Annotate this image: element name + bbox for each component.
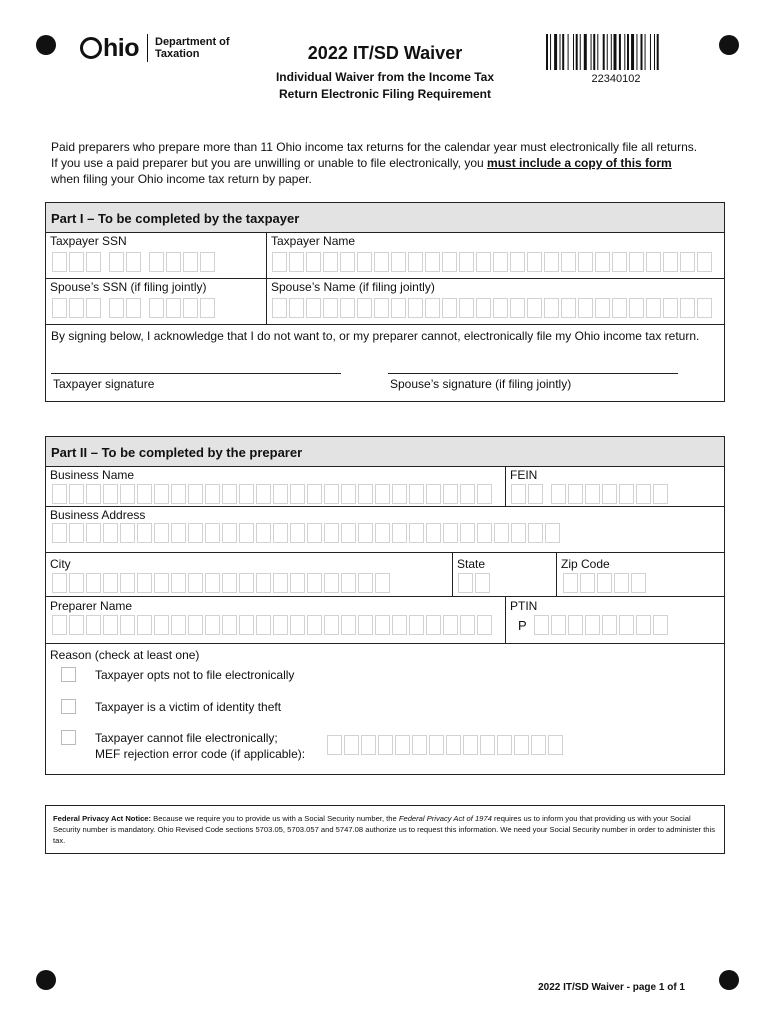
char-box[interactable] bbox=[273, 484, 288, 504]
char-box[interactable] bbox=[120, 484, 135, 504]
char-box[interactable] bbox=[222, 573, 237, 593]
char-box[interactable] bbox=[273, 615, 288, 635]
char-box[interactable] bbox=[480, 735, 495, 755]
part-2-section bbox=[45, 436, 725, 775]
char-box[interactable] bbox=[188, 523, 203, 543]
char-box[interactable] bbox=[188, 484, 203, 504]
char-box[interactable] bbox=[426, 615, 441, 635]
char-box[interactable] bbox=[497, 735, 512, 755]
char-box[interactable] bbox=[614, 573, 629, 593]
char-box[interactable] bbox=[443, 615, 458, 635]
char-box[interactable] bbox=[307, 484, 322, 504]
char-box[interactable] bbox=[103, 484, 118, 504]
signature-row bbox=[46, 325, 724, 401]
char-box[interactable] bbox=[511, 523, 526, 543]
char-box[interactable] bbox=[544, 252, 559, 272]
char-box[interactable] bbox=[52, 298, 67, 318]
zip-code-label: Zip Code bbox=[561, 557, 610, 571]
registration-mark-top-left bbox=[36, 35, 56, 55]
part-2-heading: Part II – To be completed by the preparer bbox=[46, 437, 724, 467]
char-box[interactable] bbox=[458, 573, 473, 593]
char-box[interactable] bbox=[166, 298, 181, 318]
ohio-logo bbox=[80, 34, 230, 62]
taxpayer-ssn-input[interactable] bbox=[52, 252, 217, 272]
char-box[interactable] bbox=[256, 484, 271, 504]
char-box[interactable] bbox=[86, 615, 101, 635]
reason-identity-theft-label: Taxpayer is a victim of identity theft bbox=[95, 700, 282, 714]
char-box[interactable] bbox=[109, 252, 124, 272]
taxpayer-row bbox=[46, 233, 724, 279]
char-box[interactable] bbox=[200, 252, 215, 272]
char-box[interactable] bbox=[612, 298, 627, 318]
char-box[interactable] bbox=[306, 298, 321, 318]
char-box[interactable] bbox=[459, 298, 474, 318]
char-box[interactable] bbox=[52, 252, 67, 272]
city-input[interactable] bbox=[52, 573, 392, 593]
logo-department: Department of Taxation bbox=[155, 36, 230, 60]
char-box[interactable] bbox=[290, 573, 305, 593]
char-box[interactable] bbox=[568, 615, 583, 635]
char-box[interactable] bbox=[408, 252, 423, 272]
business-name-row bbox=[46, 467, 724, 507]
char-box[interactable] bbox=[446, 735, 461, 755]
char-box[interactable] bbox=[374, 298, 389, 318]
char-box[interactable] bbox=[171, 573, 186, 593]
fein-input[interactable] bbox=[511, 484, 670, 504]
char-box[interactable] bbox=[476, 252, 491, 272]
char-box[interactable] bbox=[653, 615, 668, 635]
char-box[interactable] bbox=[341, 484, 356, 504]
spouse-signature-label: Spouse’s signature (if filing jointly) bbox=[390, 377, 572, 391]
char-box[interactable] bbox=[697, 298, 712, 318]
reason-row bbox=[46, 644, 724, 773]
char-box[interactable] bbox=[412, 735, 427, 755]
char-box[interactable] bbox=[443, 484, 458, 504]
char-box[interactable] bbox=[188, 573, 203, 593]
char-box[interactable] bbox=[646, 298, 661, 318]
char-box[interactable] bbox=[137, 484, 152, 504]
char-box[interactable] bbox=[86, 523, 101, 543]
reason-opts-out-checkbox[interactable] bbox=[61, 667, 76, 682]
char-box[interactable] bbox=[563, 573, 578, 593]
char-box[interactable] bbox=[120, 615, 135, 635]
char-box[interactable] bbox=[222, 615, 237, 635]
char-box[interactable] bbox=[256, 573, 271, 593]
char-box[interactable] bbox=[378, 735, 393, 755]
char-box[interactable] bbox=[103, 523, 118, 543]
ptin-input[interactable] bbox=[534, 615, 670, 635]
char-box[interactable] bbox=[358, 484, 373, 504]
char-box[interactable] bbox=[375, 573, 390, 593]
char-box[interactable] bbox=[205, 573, 220, 593]
char-box[interactable] bbox=[619, 615, 634, 635]
spouse-name-label: Spouse’s Name (if filing jointly) bbox=[271, 280, 435, 294]
declaration-text: By signing below, I acknowledge that I do not want to, or my preparer cannot, electronically file my Ohio income tax return. bbox=[51, 329, 700, 343]
form-subtitle: Individual Waiver from the Income Tax Return Electronic Filing Requirement bbox=[275, 70, 495, 101]
char-box[interactable] bbox=[602, 484, 617, 504]
char-box[interactable] bbox=[69, 484, 84, 504]
char-box[interactable] bbox=[183, 252, 198, 272]
char-box[interactable] bbox=[561, 298, 576, 318]
char-box[interactable] bbox=[595, 252, 610, 272]
char-box[interactable] bbox=[137, 523, 152, 543]
char-box[interactable] bbox=[239, 573, 254, 593]
char-box[interactable] bbox=[272, 252, 287, 272]
char-box[interactable] bbox=[222, 484, 237, 504]
char-box[interactable] bbox=[511, 484, 526, 504]
char-box[interactable] bbox=[442, 298, 457, 318]
char-box[interactable] bbox=[239, 484, 254, 504]
char-box[interactable] bbox=[493, 298, 508, 318]
char-box[interactable] bbox=[324, 573, 339, 593]
char-box[interactable] bbox=[306, 252, 321, 272]
reason-cannot-file-checkbox[interactable] bbox=[61, 730, 76, 745]
char-box[interactable] bbox=[429, 735, 444, 755]
logo-divider bbox=[147, 34, 148, 62]
char-box[interactable] bbox=[341, 523, 356, 543]
char-box[interactable] bbox=[663, 252, 678, 272]
fein-label: FEIN bbox=[510, 468, 538, 482]
char-box[interactable] bbox=[200, 298, 215, 318]
char-box[interactable] bbox=[391, 252, 406, 272]
char-box[interactable] bbox=[595, 298, 610, 318]
char-box[interactable] bbox=[341, 573, 356, 593]
business-name-label: Business Name bbox=[50, 468, 135, 482]
char-box[interactable] bbox=[578, 252, 593, 272]
char-box[interactable] bbox=[392, 615, 407, 635]
char-box[interactable] bbox=[361, 735, 376, 755]
char-box[interactable] bbox=[171, 523, 186, 543]
char-box[interactable] bbox=[531, 735, 546, 755]
char-box[interactable] bbox=[460, 615, 475, 635]
page-footer: 2022 IT/SD Waiver - page 1 of 1 bbox=[538, 982, 685, 993]
char-box[interactable] bbox=[307, 523, 322, 543]
char-box[interactable] bbox=[86, 298, 101, 318]
char-box[interactable] bbox=[580, 573, 595, 593]
char-box[interactable] bbox=[103, 615, 118, 635]
char-box[interactable] bbox=[341, 615, 356, 635]
char-box[interactable] bbox=[137, 573, 152, 593]
char-box[interactable] bbox=[307, 615, 322, 635]
char-box[interactable] bbox=[476, 298, 491, 318]
char-box[interactable] bbox=[636, 615, 651, 635]
char-box[interactable] bbox=[463, 735, 478, 755]
char-box[interactable] bbox=[653, 484, 668, 504]
char-box[interactable] bbox=[585, 615, 600, 635]
char-box[interactable] bbox=[290, 615, 305, 635]
char-box[interactable] bbox=[409, 615, 424, 635]
char-box[interactable] bbox=[425, 252, 440, 272]
char-box[interactable] bbox=[374, 252, 389, 272]
intro-paragraph: Paid preparers who prepare more than 11 Ohio income tax returns for the calendar year must electronically file all returns. If you use a paid preparer but you are unwilling or unable to file electronically, you must include a copy of this form when filing your Ohio income tax return by paper. bbox=[51, 140, 698, 186]
char-box[interactable] bbox=[86, 252, 101, 272]
char-box[interactable] bbox=[459, 252, 474, 272]
char-box[interactable] bbox=[205, 615, 220, 635]
char-box[interactable] bbox=[327, 735, 342, 755]
business-name-input[interactable] bbox=[52, 484, 494, 504]
char-box[interactable] bbox=[86, 573, 101, 593]
char-box[interactable] bbox=[528, 523, 543, 543]
part-1-heading: Part I – To be completed by the taxpayer bbox=[46, 203, 724, 233]
preparer-name-label: Preparer Name bbox=[50, 599, 133, 613]
spouse-ssn-label: Spouse’s SSN (if filing jointly) bbox=[50, 280, 207, 294]
char-box[interactable] bbox=[631, 573, 646, 593]
char-box[interactable] bbox=[375, 615, 390, 635]
char-box[interactable] bbox=[510, 252, 525, 272]
char-box[interactable] bbox=[256, 615, 271, 635]
char-box[interactable] bbox=[494, 523, 509, 543]
char-box[interactable] bbox=[205, 484, 220, 504]
char-box[interactable] bbox=[188, 615, 203, 635]
char-box[interactable] bbox=[273, 523, 288, 543]
char-box[interactable] bbox=[475, 573, 490, 593]
char-box[interactable] bbox=[256, 523, 271, 543]
must-include-emphasis: must include a copy of this form bbox=[487, 156, 672, 170]
char-box[interactable] bbox=[585, 484, 600, 504]
char-box[interactable] bbox=[126, 252, 141, 272]
char-box[interactable] bbox=[548, 735, 563, 755]
char-box[interactable] bbox=[527, 298, 542, 318]
taxpayer-signature-label: Taxpayer signature bbox=[53, 377, 155, 391]
char-box[interactable] bbox=[86, 484, 101, 504]
char-box[interactable] bbox=[290, 523, 305, 543]
char-box[interactable] bbox=[443, 523, 458, 543]
state-label: State bbox=[457, 557, 486, 571]
city-label: City bbox=[50, 557, 71, 571]
taxpayer-name-label: Taxpayer Name bbox=[271, 234, 356, 248]
state-input[interactable] bbox=[458, 573, 492, 593]
spouse-row bbox=[46, 279, 724, 325]
char-box[interactable] bbox=[493, 252, 508, 272]
char-box[interactable] bbox=[137, 615, 152, 635]
char-box[interactable] bbox=[289, 298, 304, 318]
char-box[interactable] bbox=[409, 484, 424, 504]
char-box[interactable] bbox=[510, 298, 525, 318]
char-box[interactable] bbox=[307, 573, 322, 593]
char-box[interactable] bbox=[680, 298, 695, 318]
char-box[interactable] bbox=[324, 523, 339, 543]
reason-cannot-file-label: Taxpayer cannot file electronically; MEF rejection error code (if applicable): bbox=[95, 731, 306, 761]
business-address-row bbox=[46, 507, 724, 553]
char-box[interactable] bbox=[120, 523, 135, 543]
char-box[interactable] bbox=[358, 523, 373, 543]
ptin-prefix: P bbox=[518, 618, 527, 633]
logo-wordmark: hio bbox=[80, 36, 139, 61]
char-box[interactable] bbox=[375, 523, 390, 543]
char-box[interactable] bbox=[171, 484, 186, 504]
char-box[interactable] bbox=[52, 484, 67, 504]
char-box[interactable] bbox=[636, 484, 651, 504]
char-box[interactable] bbox=[69, 523, 84, 543]
char-box[interactable] bbox=[392, 484, 407, 504]
char-box[interactable] bbox=[551, 615, 566, 635]
char-box[interactable] bbox=[545, 523, 560, 543]
char-box[interactable] bbox=[602, 615, 617, 635]
char-box[interactable] bbox=[460, 523, 475, 543]
char-box[interactable] bbox=[612, 252, 627, 272]
char-box[interactable] bbox=[126, 298, 141, 318]
ptin-label: PTIN bbox=[510, 599, 538, 613]
char-box[interactable] bbox=[578, 298, 593, 318]
char-box[interactable] bbox=[183, 298, 198, 318]
char-box[interactable] bbox=[323, 298, 338, 318]
char-box[interactable] bbox=[544, 298, 559, 318]
char-box[interactable] bbox=[222, 523, 237, 543]
char-box[interactable] bbox=[171, 615, 186, 635]
char-box[interactable] bbox=[629, 298, 644, 318]
char-box[interactable] bbox=[120, 573, 135, 593]
char-box[interactable] bbox=[391, 298, 406, 318]
char-box[interactable] bbox=[477, 523, 492, 543]
char-box[interactable] bbox=[375, 484, 390, 504]
barcode bbox=[546, 34, 686, 70]
char-box[interactable] bbox=[597, 573, 612, 593]
registration-mark-top-right bbox=[719, 35, 739, 55]
barcode-number: 22340102 bbox=[591, 73, 641, 85]
char-box[interactable] bbox=[408, 298, 423, 318]
char-box[interactable] bbox=[272, 298, 287, 318]
char-box[interactable] bbox=[568, 484, 583, 504]
char-box[interactable] bbox=[646, 252, 661, 272]
char-box[interactable] bbox=[324, 615, 339, 635]
char-box[interactable] bbox=[69, 615, 84, 635]
char-box[interactable] bbox=[358, 615, 373, 635]
reason-opts-out-label: Taxpayer opts not to file electronically bbox=[95, 668, 295, 682]
char-box[interactable] bbox=[527, 252, 542, 272]
char-box[interactable] bbox=[52, 573, 67, 593]
char-box[interactable] bbox=[69, 573, 84, 593]
reason-heading: Reason (check at least one) bbox=[50, 648, 200, 662]
char-box[interactable] bbox=[395, 735, 410, 755]
form-title: 2022 IT/SD Waiver bbox=[307, 43, 463, 63]
preparer-row bbox=[46, 597, 724, 644]
char-box[interactable] bbox=[629, 252, 644, 272]
char-box[interactable] bbox=[166, 252, 181, 272]
char-box[interactable] bbox=[426, 523, 441, 543]
taxpayer-signature-line[interactable] bbox=[51, 373, 341, 374]
char-box[interactable] bbox=[103, 573, 118, 593]
taxpayer-ssn-label: Taxpayer SSN bbox=[50, 234, 127, 248]
char-box[interactable] bbox=[52, 523, 67, 543]
char-box[interactable] bbox=[357, 298, 372, 318]
taxpayer-name-input[interactable] bbox=[272, 252, 714, 272]
char-box[interactable] bbox=[324, 484, 339, 504]
char-box[interactable] bbox=[69, 298, 84, 318]
char-box[interactable] bbox=[425, 298, 440, 318]
char-box[interactable] bbox=[154, 523, 169, 543]
char-box[interactable] bbox=[561, 252, 576, 272]
spouse-ssn-input[interactable] bbox=[52, 298, 217, 318]
registration-mark-bottom-right bbox=[719, 970, 739, 990]
char-box[interactable] bbox=[392, 523, 407, 543]
privacy-notice: Federal Privacy Act Notice: Because we require you to provide us with a Social Security number, the Federal Privacy Act of 1974 requires us to inform you that providing us with your Social Security number is mandatory. Ohio Revised Code sections 5703.05, 5703.057 and 5747.08 authorize us to request this information. We need your Social Security number in order to administer this tax. bbox=[45, 805, 725, 854]
zip-code-input[interactable] bbox=[563, 573, 648, 593]
char-box[interactable] bbox=[52, 615, 67, 635]
reason-identity-theft-checkbox[interactable] bbox=[61, 699, 76, 714]
preparer-name-input[interactable] bbox=[52, 615, 494, 635]
char-box[interactable] bbox=[154, 484, 169, 504]
char-box[interactable] bbox=[534, 615, 549, 635]
char-box[interactable] bbox=[149, 298, 164, 318]
char-box[interactable] bbox=[290, 484, 305, 504]
char-box[interactable] bbox=[154, 615, 169, 635]
business-address-input[interactable] bbox=[52, 523, 562, 543]
char-box[interactable] bbox=[426, 484, 441, 504]
char-box[interactable] bbox=[442, 252, 457, 272]
char-box[interactable] bbox=[289, 252, 304, 272]
business-address-label: Business Address bbox=[50, 508, 146, 522]
char-box[interactable] bbox=[477, 615, 492, 635]
spouse-signature-line[interactable] bbox=[388, 373, 678, 374]
spouse-name-input[interactable] bbox=[272, 298, 714, 318]
char-box[interactable] bbox=[619, 484, 634, 504]
char-box[interactable] bbox=[239, 615, 254, 635]
char-box[interactable] bbox=[340, 252, 355, 272]
char-box[interactable] bbox=[239, 523, 254, 543]
char-box[interactable] bbox=[514, 735, 529, 755]
char-box[interactable] bbox=[528, 484, 543, 504]
char-box[interactable] bbox=[663, 298, 678, 318]
char-box[interactable] bbox=[460, 484, 475, 504]
char-box[interactable] bbox=[551, 484, 566, 504]
char-box[interactable] bbox=[109, 298, 124, 318]
part-1-section bbox=[45, 202, 725, 402]
char-box[interactable] bbox=[69, 252, 84, 272]
char-box[interactable] bbox=[358, 573, 373, 593]
char-box[interactable] bbox=[323, 252, 338, 272]
char-box[interactable] bbox=[680, 252, 695, 272]
char-box[interactable] bbox=[697, 252, 712, 272]
char-box[interactable] bbox=[273, 573, 288, 593]
char-box[interactable] bbox=[344, 735, 359, 755]
city-row bbox=[46, 553, 724, 597]
char-box[interactable] bbox=[477, 484, 492, 504]
char-box[interactable] bbox=[357, 252, 372, 272]
char-box[interactable] bbox=[205, 523, 220, 543]
char-box[interactable] bbox=[340, 298, 355, 318]
char-box[interactable] bbox=[409, 523, 424, 543]
char-box[interactable] bbox=[149, 252, 164, 272]
registration-mark-bottom-left bbox=[36, 970, 56, 990]
char-box[interactable] bbox=[154, 573, 169, 593]
mef-error-code-input[interactable] bbox=[327, 735, 565, 755]
